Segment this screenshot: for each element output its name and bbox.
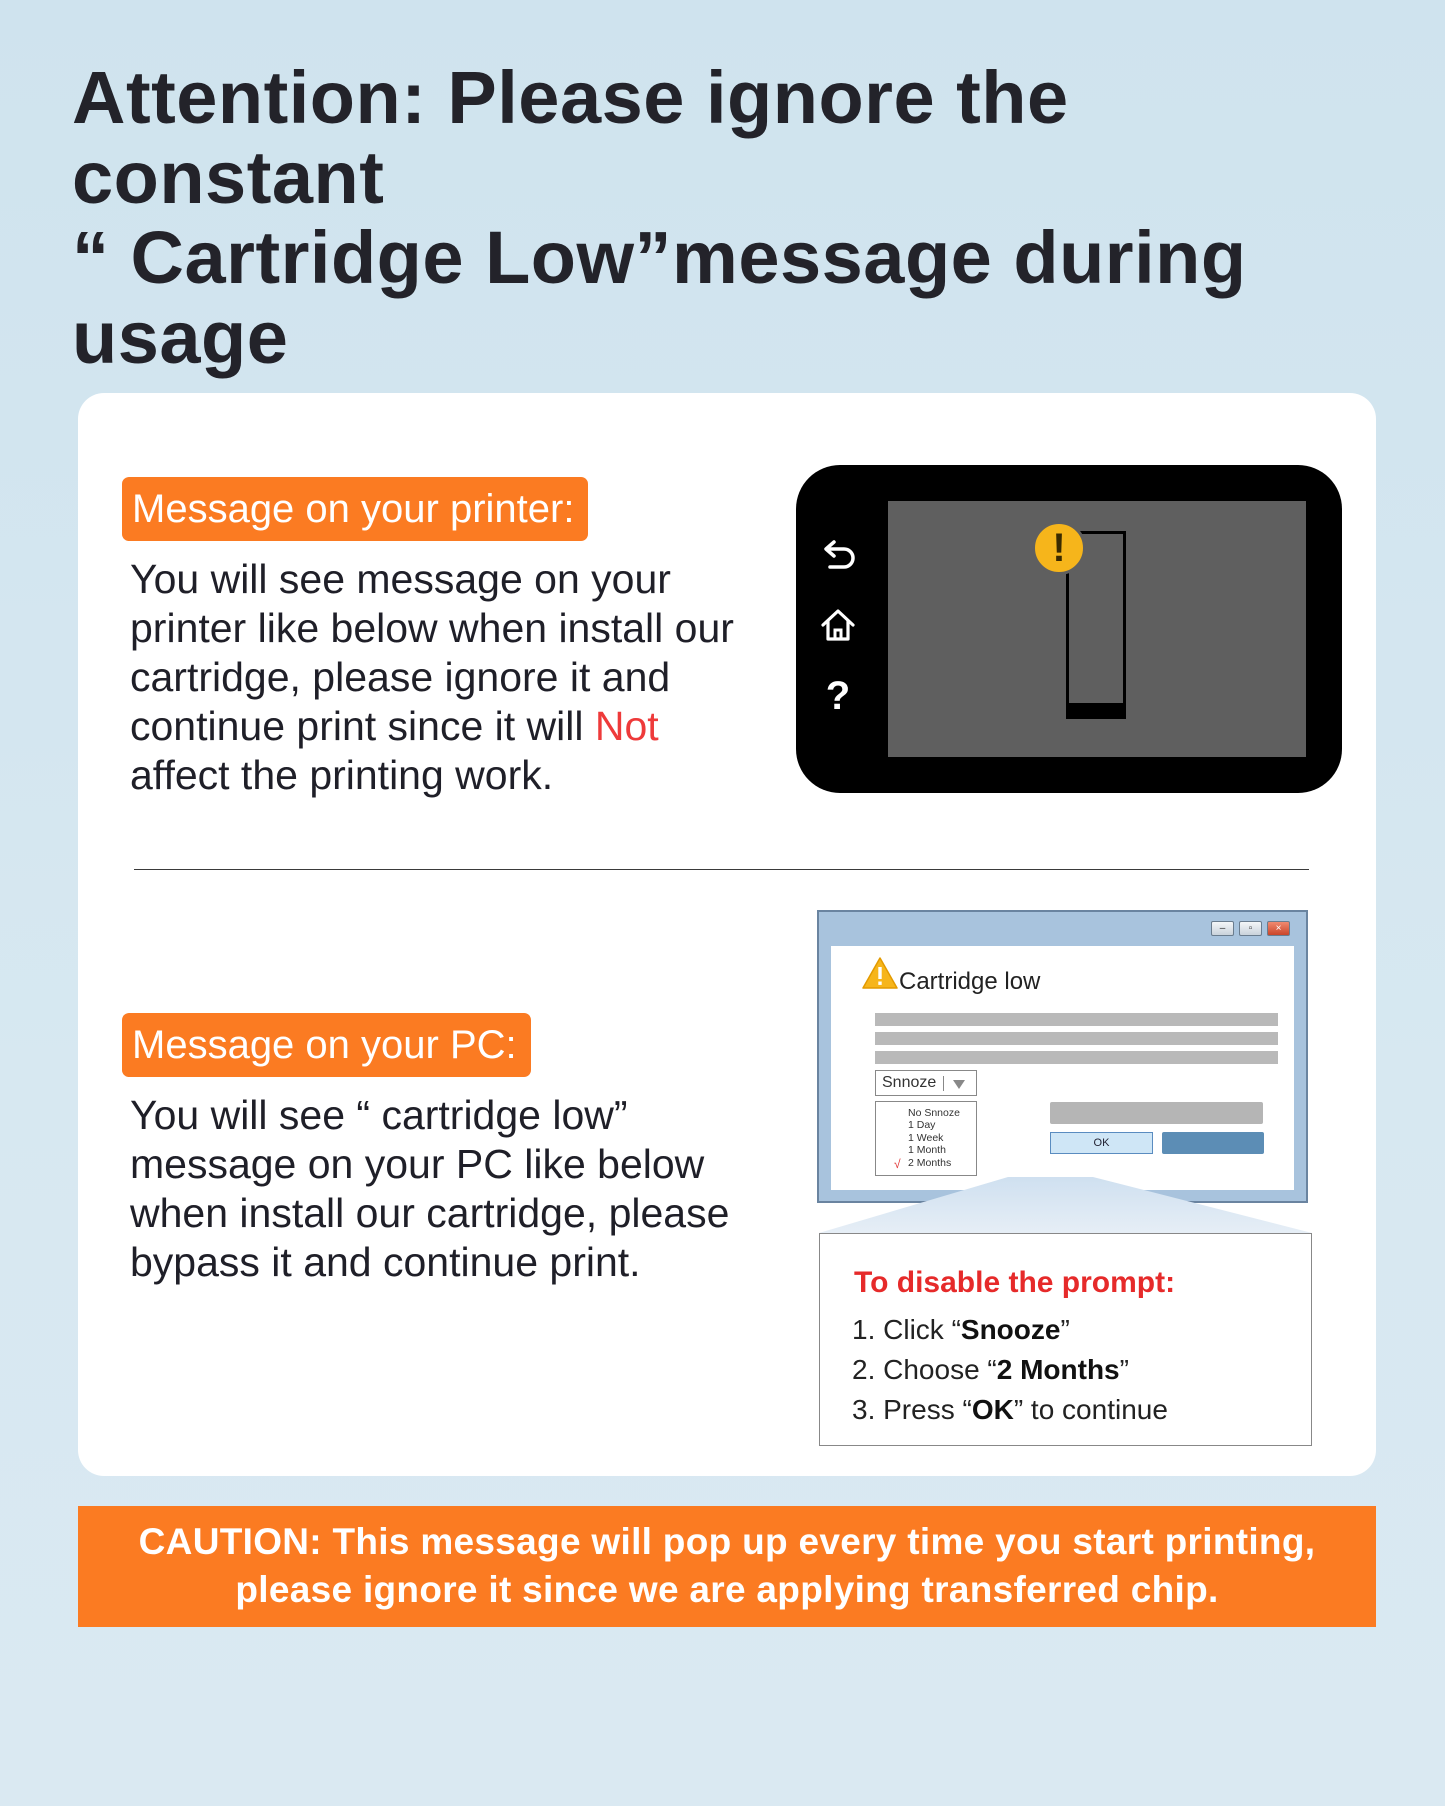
dialog-title: Cartridge low xyxy=(899,968,1041,995)
home-icon xyxy=(818,605,858,645)
caution-line-2: please ignore it since we are applying transferred chip. xyxy=(235,1569,1219,1610)
not-highlight: Not xyxy=(594,703,659,749)
chevron-down-icon xyxy=(953,1080,965,1089)
warning-triangle-icon xyxy=(861,956,899,990)
placeholder-text-line xyxy=(875,1051,1278,1064)
ink-level-fill xyxy=(1069,703,1123,716)
caution-banner xyxy=(78,1506,1376,1627)
pc-message-tag: Message on your PC: xyxy=(122,1013,531,1077)
back-arrow-icon xyxy=(818,535,858,575)
instruction-step: 2. Choose “2 Months” xyxy=(852,1354,1129,1385)
snooze-option-selected[interactable]: 2 Months xyxy=(908,1156,952,1169)
printer-text-part1: You will see message on your printer like below when install our cartridge, please ignore it and continue print since it will xyxy=(130,556,734,749)
title-line-3: usage xyxy=(72,296,289,379)
snooze-option[interactable]: No Snnoze xyxy=(908,1107,960,1119)
maximize-icon[interactable]: ▫ xyxy=(1239,921,1262,936)
placeholder-bar xyxy=(1050,1102,1263,1124)
section-divider xyxy=(134,869,1309,870)
instructions-heading: To disable the prompt: xyxy=(854,1266,1176,1299)
callout-pointer xyxy=(819,1175,1312,1235)
instruction-step: 3. Press “OK” to continue xyxy=(852,1394,1168,1425)
printer-message-text xyxy=(130,555,740,800)
warning-icon: ! xyxy=(1032,521,1086,575)
snooze-option[interactable]: 1 Week xyxy=(908,1131,944,1144)
checkmark-icon: √ xyxy=(894,1157,901,1171)
secondary-button[interactable] xyxy=(1162,1132,1264,1154)
placeholder-text-line xyxy=(875,1032,1278,1045)
printer-text-part2: affect the printing work. xyxy=(130,752,554,798)
snooze-option[interactable]: 1 Month xyxy=(908,1144,946,1157)
printer-control-panel xyxy=(796,465,1342,793)
close-icon[interactable]: × xyxy=(1267,921,1290,936)
placeholder-text-line xyxy=(875,1013,1278,1026)
title-line-2: “ Cartridge Low”message during xyxy=(72,216,1247,299)
snooze-option[interactable]: 1 Day xyxy=(908,1119,936,1132)
help-icon: ? xyxy=(825,674,851,718)
printer-screen xyxy=(888,501,1306,757)
cartridge-low-dialog xyxy=(817,910,1308,1203)
title-line-1: Attention: Please ignore the constant xyxy=(72,56,1069,219)
instruction-step: 1. Click “Snooze” xyxy=(852,1314,1070,1345)
minimize-icon[interactable]: – xyxy=(1211,921,1234,936)
ok-button[interactable]: OK xyxy=(1050,1132,1153,1154)
snooze-label: Snnoze xyxy=(882,1074,937,1091)
pc-message-text: You will see “ cartridge low” message on your PC like below when install our cartridge, please bypass it and continue print. xyxy=(130,1092,730,1285)
dialog-content xyxy=(831,946,1294,1190)
snooze-dropdown[interactable] xyxy=(875,1070,977,1096)
printer-message-tag: Message on your printer: xyxy=(122,477,588,541)
caution-line-1: CAUTION: This message will pop up every time you start printing, xyxy=(138,1521,1316,1562)
instructions-box xyxy=(819,1233,1312,1446)
page-title xyxy=(72,58,1402,378)
snooze-options-list xyxy=(875,1101,977,1176)
